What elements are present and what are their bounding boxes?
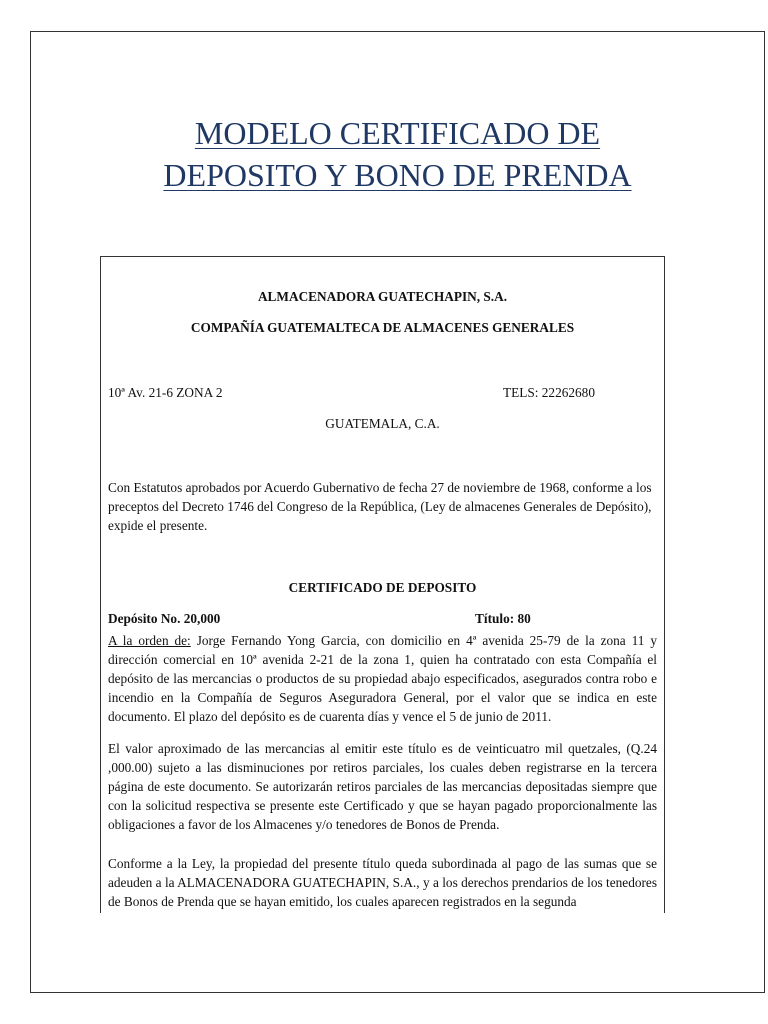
company-name: ALMACENADORA GUATECHAPIN, S.A.: [257, 289, 508, 304]
paragraph-3: Conforme a la Ley, la propiedad del presente título queda subordinada al pago de las sumas que se adeuden a la ALMACENADORA GUATECHAPIN, S.A., y a los derechos prendarios de los tenedores de Bonos de Prenda que se hayan emitido, los cuales aparecen registrados en la segunda: [108, 856, 657, 909]
deposit-number: Depósito No. 20,000: [108, 611, 221, 626]
certificate-box: [100, 256, 665, 913]
intro-paragraph: Con Estatutos aprobados por Acuerdo Gubernativo de fecha 27 de noviembre de 1968, conforme a los preceptos del Decreto 1746 del Congreso de la República, (Ley de almacenes Generales de Depósito), expide el presente.: [108, 480, 652, 533]
page-title: [31, 112, 764, 196]
certificate-heading: CERTIFICADO DE DEPOSITO: [288, 580, 477, 595]
company-address: 10ª Av. 21-6 ZONA 2: [108, 385, 223, 400]
paragraph-2: El valor aproximado de las mercancias al emitir este título es de veinticuatro mil quetzales, (Q.24 ,000.00) sujeto a las disminuciones por retiros parciales, los cuales deben registrarse en la tercera página de este documento. Se autorizarán retiros parciales de las mercancias depositadas siempre que con la solicitud respectiva se presente este Certificado y que se hayan pagado proporcionalmente las obligaciones a favor de los Almacenes y/o tenedores de Bonos de Prenda.: [108, 741, 657, 832]
order-label: A la orden de:: [108, 633, 191, 648]
company-phone: TELS: 22262680: [503, 385, 595, 400]
title-line-2: DEPOSITO Y BONO DE PRENDA: [163, 157, 632, 193]
title-line-1: MODELO CERTIFICADO DE: [194, 115, 601, 151]
paragraph-1: [108, 631, 657, 726]
company-city: GUATEMALA, C.A.: [325, 416, 440, 431]
titulo-number: Título: 80: [475, 611, 531, 626]
company-subtitle: COMPAÑÍA GUATEMALTECA DE ALMACENES GENERALES: [190, 320, 575, 335]
paragraph-1-text: Jorge Fernando Yong Garcia, con domicilio en 4ª avenida 25-79 de la zona 11 y dirección comercial en 10ª avenida 2-21 de la zona 1, quien ha contratado con esta Compañía el depósito de las mercancias o productos de su propiedad abajo especificados, asegurados contra robo e incendio en la Compañía de Seguros Aseguradora General, por el valor que se indica en este documento. El plazo del depósito es de cuarenta días y vence el 5 de junio de 2011.: [108, 633, 657, 724]
